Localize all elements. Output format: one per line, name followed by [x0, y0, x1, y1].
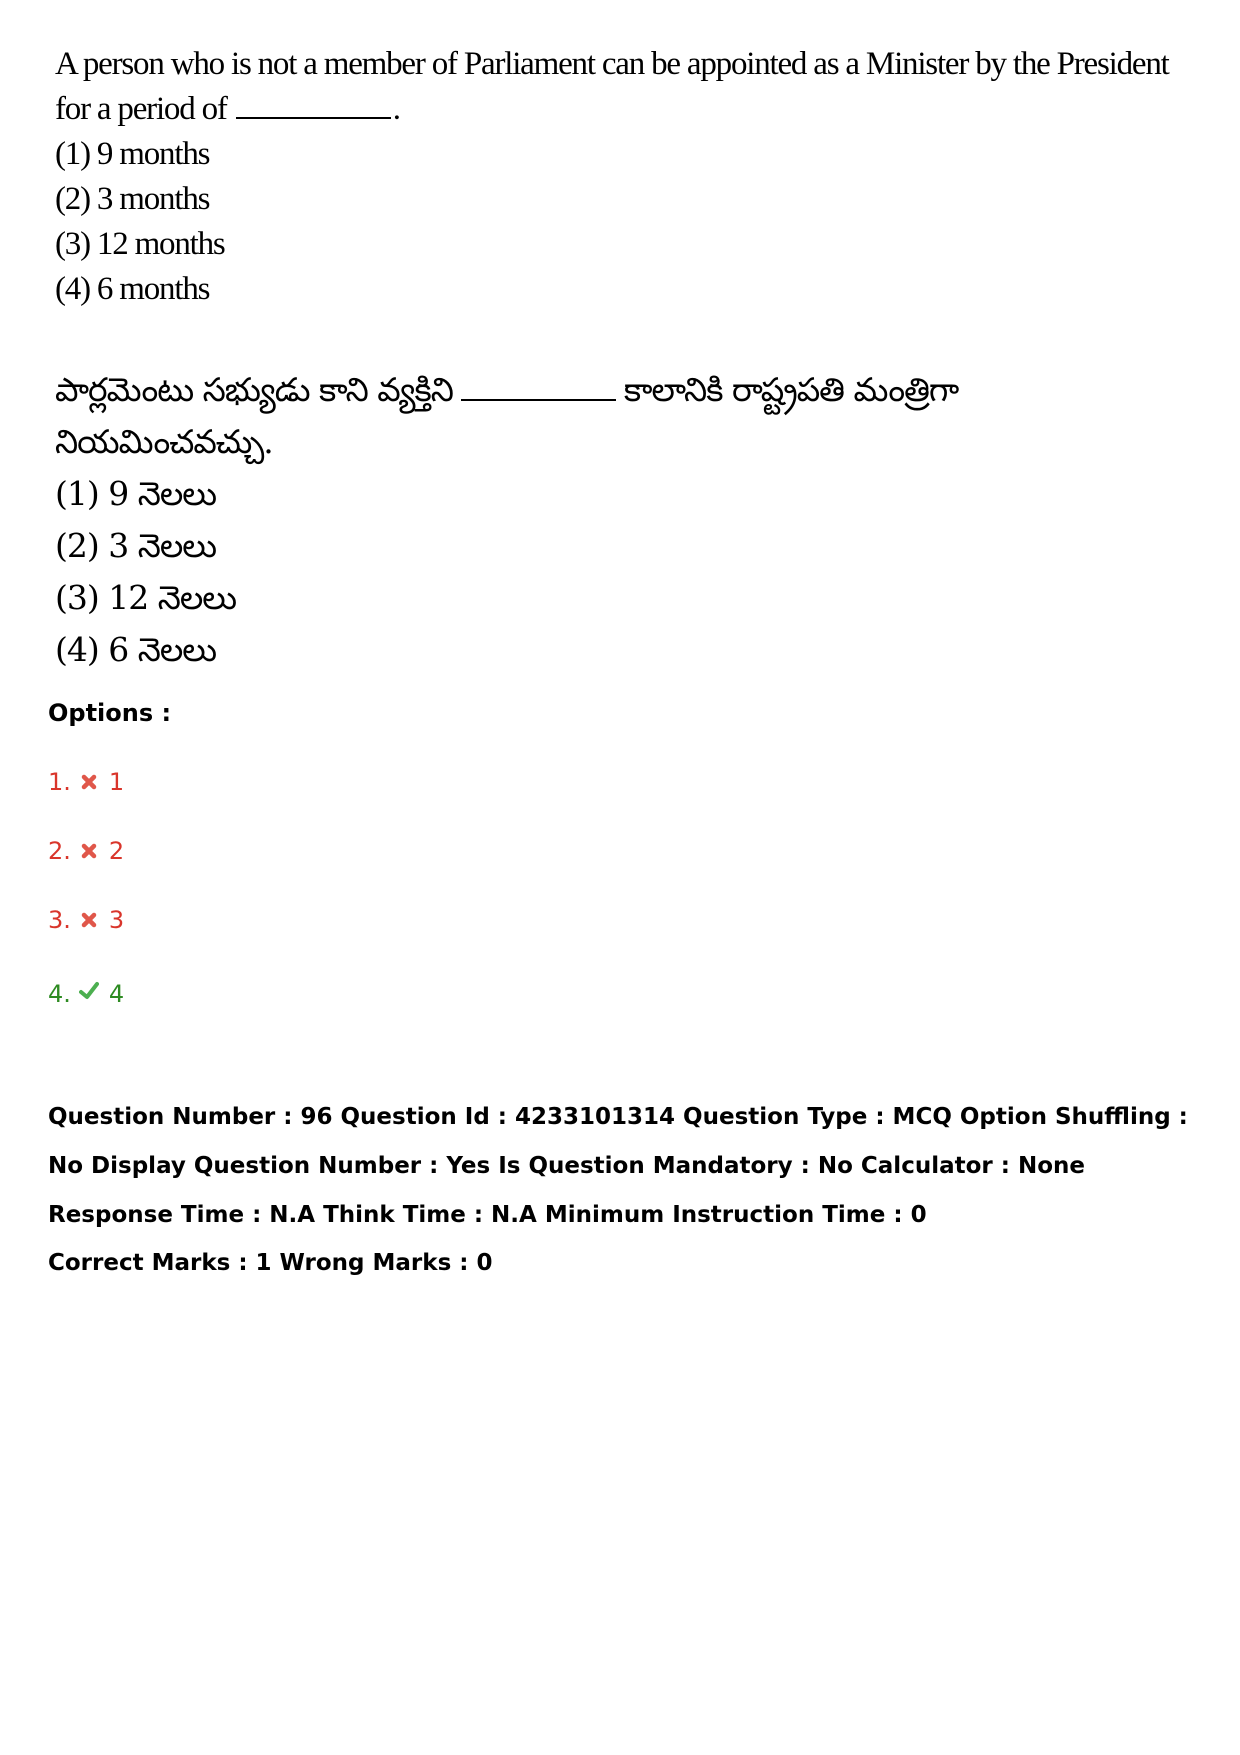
- question-stem-text: for a period of: [55, 91, 227, 127]
- option-value: 1: [108, 768, 125, 796]
- choice-en-3: (3) 12 months: [55, 226, 225, 262]
- cross-icon: [79, 841, 99, 861]
- answer-blank-te: [461, 373, 616, 401]
- choice-en-2: (2) 3 months: [55, 181, 210, 217]
- cross-icon: [79, 772, 99, 792]
- question-stem-line-1: A person who is not a member of Parliament can be appointed as a Minister by the President: [55, 46, 1169, 82]
- choice-te-4: (4) 6 నెలలు: [55, 630, 217, 669]
- answer-blank: [236, 91, 391, 119]
- option-value: 2: [108, 837, 125, 865]
- option-value: 4: [108, 980, 125, 1008]
- option-number: 3.: [48, 906, 71, 934]
- question-te-after-blank: కాలానికి రాష్ట్రపతి మంత్రిగా: [623, 370, 959, 409]
- question-stem-line-2: [55, 87, 955, 132]
- question-metadata: Question Number : 96 Question Id : 4233101314 Question Type : MCQ Option Shuffling : No Display Question Number : Yes Is Question Mandatory : No Calculator : None Response Time : N.A Think Time : N.A Minimum Instruction Time : 0: [48, 1104, 1188, 1228]
- options-heading: Options :: [48, 699, 172, 727]
- option-1: [48, 766, 124, 798]
- option-number: 2.: [48, 837, 71, 865]
- cross-icon: [79, 910, 99, 930]
- question-te-line-2: నియమించవచ్చు.: [55, 422, 273, 461]
- option-number: 1.: [48, 768, 71, 796]
- check-icon: [79, 981, 99, 1001]
- question-te-before-blank: పార్లమెంటు సభ్యుడు కాని వ్యక్తిని: [55, 370, 453, 409]
- choice-en-4: (4) 6 months: [55, 271, 210, 307]
- choice-te-3: (3) 12 నెలలు: [55, 578, 237, 617]
- choice-en-1: (1) 9 months: [55, 136, 210, 172]
- choice-te-2: (2) 3 నెలలు: [55, 526, 217, 565]
- question-stem-end: .: [392, 91, 400, 127]
- question-marks: Correct Marks : 1 Wrong Marks : 0: [48, 1250, 493, 1276]
- question-english: [55, 42, 1169, 312]
- option-4: [48, 978, 124, 1010]
- option-3: [48, 904, 124, 936]
- question-telugu: [55, 364, 959, 676]
- choice-te-1: (1) 9 నెలలు: [55, 474, 217, 513]
- option-2: [48, 835, 124, 867]
- question-te-line-1: [55, 364, 959, 416]
- option-value: 3: [108, 906, 125, 934]
- option-number: 4.: [48, 980, 71, 1008]
